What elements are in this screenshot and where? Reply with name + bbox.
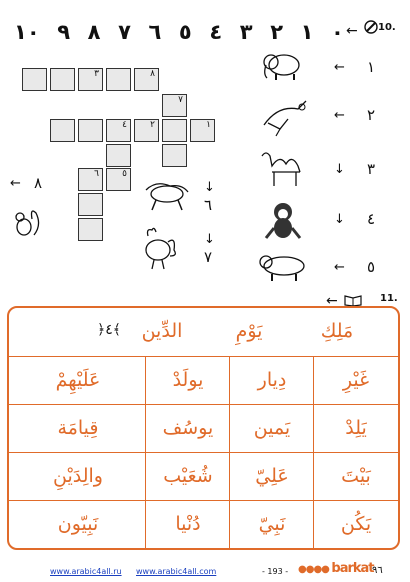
word: والِدَيْنِ [53, 465, 103, 487]
page-number-arabic: ٩٦ [372, 565, 383, 576]
crossword-cell[interactable] [50, 119, 75, 142]
digit: ١ [300, 20, 314, 44]
digit: ٤ [209, 20, 223, 44]
digit: ٦ [148, 20, 162, 44]
left-arrow-icon: ← [334, 60, 345, 75]
crossword-cell[interactable] [190, 119, 215, 142]
footer-link-2[interactable] [136, 567, 216, 576]
clue-number: ٧ [204, 248, 213, 266]
clue-number: ٢ [367, 106, 376, 124]
crossword-cell[interactable] [78, 68, 103, 91]
stork-icon [258, 95, 310, 137]
down-arrow-icon: ↓ [334, 162, 345, 177]
table-row [9, 356, 398, 405]
digit: ٧ [118, 20, 131, 44]
digit: ٨ [87, 20, 101, 44]
rooster-icon [138, 226, 178, 270]
crossword-cell[interactable] [162, 144, 187, 167]
column-divider [313, 356, 314, 548]
word: دِيار [257, 369, 287, 391]
clue-number: ٣ [367, 160, 376, 178]
crossword-cell[interactable] [106, 68, 131, 91]
down-arrow-icon: ↓ [204, 180, 215, 195]
word: قِيامَة [57, 417, 99, 439]
crossword-cell[interactable] [78, 119, 103, 142]
verse-number: ﴿٤﴾ [97, 322, 121, 338]
crossword-cell[interactable] [78, 218, 103, 241]
column-divider [145, 356, 146, 548]
word: نَبِيّ [258, 513, 286, 535]
word: نَبِيّون [57, 513, 99, 535]
footer-link-text[interactable]: www.arabic4all.com [136, 567, 217, 576]
cell-number: ٨ [150, 69, 155, 79]
task-number-11: 11. [380, 293, 398, 304]
column-divider [229, 356, 230, 548]
table-row [9, 308, 398, 356]
crossword-cell[interactable] [134, 68, 159, 91]
clue-number: ٨ [34, 174, 43, 192]
crossword-cell[interactable] [162, 94, 187, 117]
down-arrow-icon: ↓ [204, 232, 215, 247]
digit: ٣ [239, 20, 253, 44]
word: عَلَيْهِمْ [55, 369, 101, 391]
left-arrow-icon: ← [326, 293, 338, 309]
left-arrow-icon: ← [334, 260, 345, 275]
clue-number: ٤ [367, 210, 376, 228]
table-row [9, 500, 398, 549]
squirrel-icon [12, 205, 42, 239]
monkey-icon [262, 200, 304, 242]
down-arrow-icon: ↓ [334, 212, 345, 227]
crossword-cell[interactable] [162, 119, 187, 142]
crossword-cell[interactable] [78, 168, 103, 191]
brand-logo: ●●●● barkat [298, 561, 374, 576]
digit: ٢ [270, 20, 284, 44]
footer-link-1[interactable] [50, 567, 122, 576]
table-row [9, 404, 398, 453]
digits-row [14, 14, 344, 50]
word: يَمين [253, 417, 291, 439]
crossword-cell[interactable] [78, 193, 103, 216]
left-arrow-icon: ← [334, 108, 345, 123]
pencil-icon [364, 20, 378, 34]
cell-number: ١ [206, 120, 211, 130]
digit: ١٠ [14, 20, 40, 44]
cell-number: ٢ [150, 120, 155, 130]
cell-number: ٦ [94, 169, 99, 179]
clue-number: ٦ [204, 196, 213, 214]
word: عَلِيّ [255, 465, 289, 487]
clue-number: ١ [367, 58, 376, 76]
cell-number: ٤ [122, 120, 127, 130]
crossword-cell[interactable] [106, 144, 131, 167]
digit: ٥ [178, 20, 192, 44]
word: بَيْتَ [341, 465, 371, 487]
word: دُنْيا [175, 513, 201, 535]
camel-icon [258, 146, 308, 188]
crossword-cell[interactable] [22, 68, 47, 91]
word: شُعَيْب [163, 465, 213, 487]
bull-icon [142, 176, 192, 212]
footer-link-text[interactable]: www.arabic4all.ru [50, 567, 122, 576]
elephant-icon [262, 50, 304, 82]
word: يَوْمِ [235, 320, 263, 342]
crossword-cell[interactable] [50, 68, 75, 91]
crossword-cell[interactable] [106, 119, 131, 142]
digit: ٠ [331, 20, 344, 44]
task-number-10: 10. [378, 22, 396, 33]
cell-number: ٧ [178, 95, 183, 105]
word: يَلِدْ [345, 417, 367, 439]
word: يَكُن [340, 513, 372, 535]
book-icon [344, 294, 362, 306]
page-number: - 193 - [262, 567, 289, 576]
word: الدِّين [141, 320, 183, 342]
digit: ٩ [57, 20, 71, 44]
word: يوسُف [162, 417, 214, 439]
crossword-cell[interactable] [106, 168, 131, 191]
reading-table [7, 306, 400, 550]
brand-text: barkat [331, 561, 374, 576]
cell-number: ٣ [94, 69, 99, 79]
table-row [9, 452, 398, 501]
left-arrow-icon: ← [346, 23, 358, 39]
cell-number: ٥ [122, 169, 127, 179]
left-arrow-icon: ← [10, 176, 21, 191]
word: يولَدْ [172, 369, 204, 391]
word: مَلِكِ [320, 320, 354, 342]
clue-number: ٥ [367, 258, 376, 276]
crossword-cell[interactable] [134, 119, 159, 142]
word: غَيْرِ [342, 369, 370, 391]
bear-icon [258, 252, 310, 282]
